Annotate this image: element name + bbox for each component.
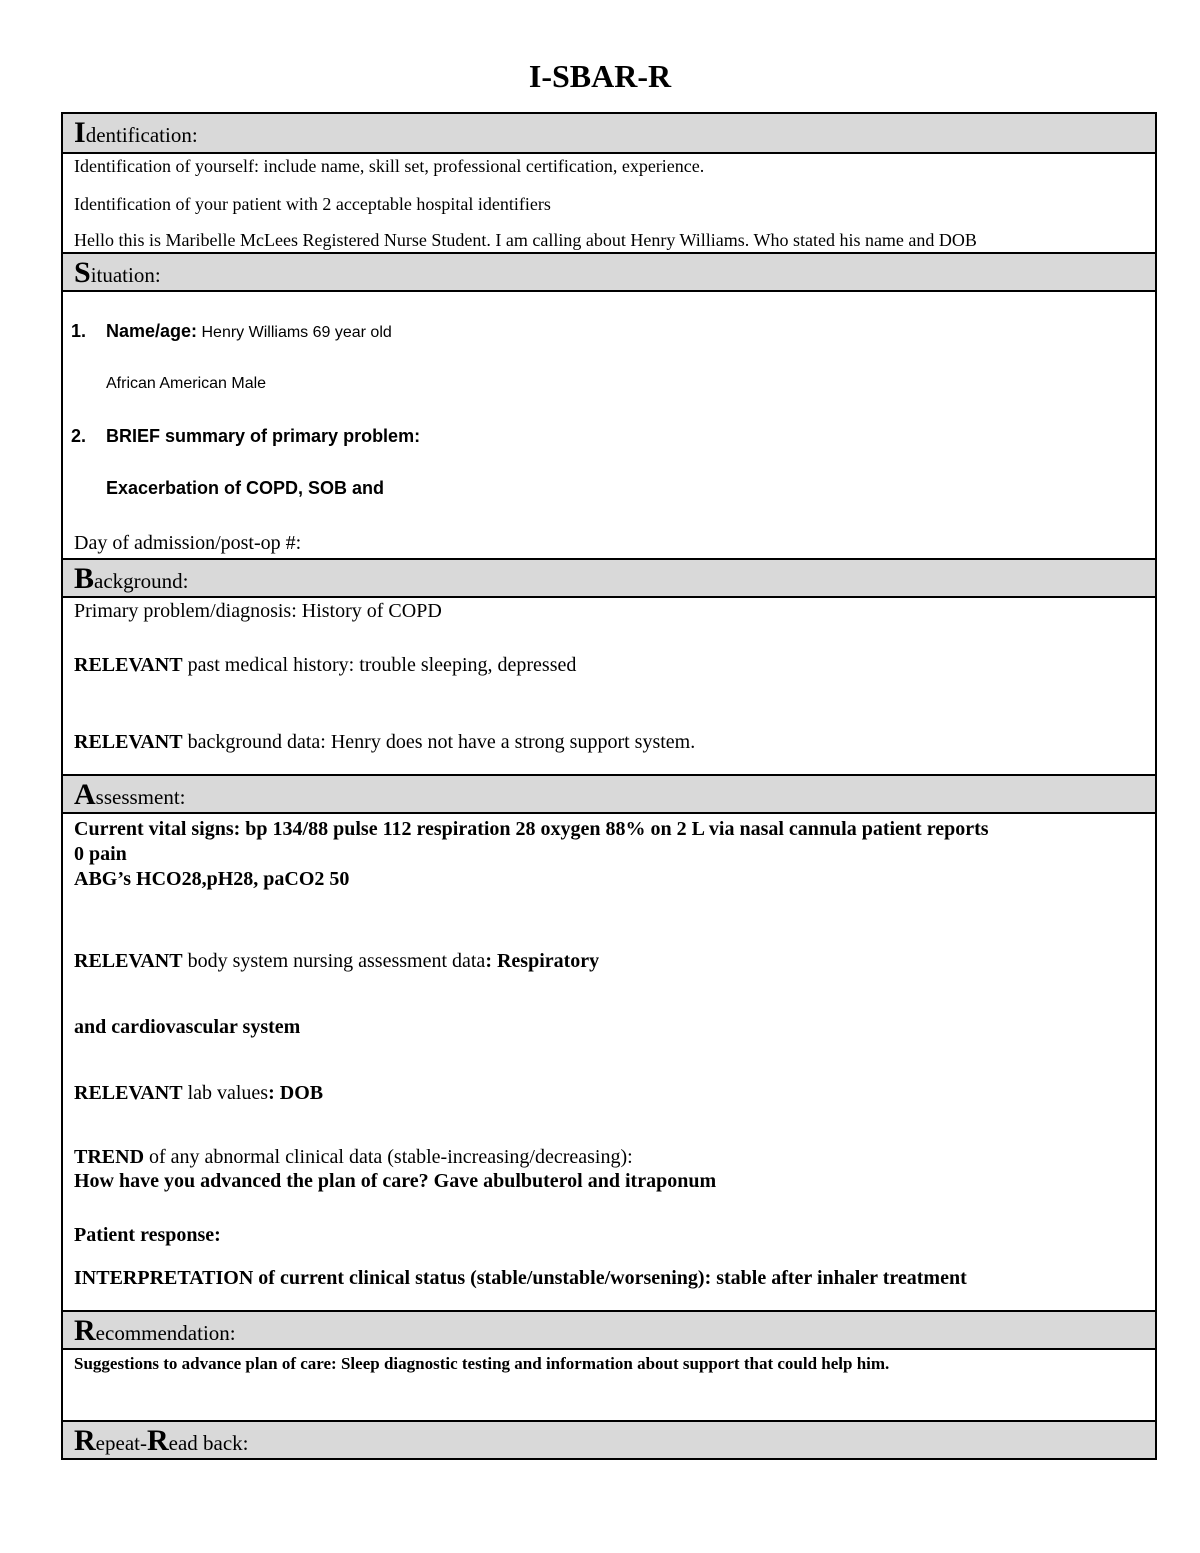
situation-item-2-number: 2. — [71, 426, 87, 446]
repeat-heading: epeat- — [95, 1431, 147, 1455]
identification-patient-prompt: Identification of your patient with 2 acceptable hospital identifiers — [74, 194, 551, 214]
body-system-value: : Respiratory — [485, 950, 600, 972]
trend-text: of any abnormal clinical data (stable-increasing/decreasing): — [144, 1146, 633, 1168]
primary-diagnosis: Primary problem/diagnosis: History of COPD — [74, 600, 442, 622]
trend-prompt — [74, 1146, 633, 1169]
situation-header — [63, 252, 1155, 290]
background-header — [63, 558, 1155, 596]
lab-values-label-bold: RELEVANT — [74, 1082, 183, 1104]
recommendation-header — [63, 1310, 1155, 1348]
name-age-label: Name/age: — [106, 321, 198, 341]
identification-header — [63, 114, 1155, 152]
identification-heading: dentification: — [85, 123, 198, 147]
day-of-admission: Day of admission/post-op #: — [74, 532, 302, 554]
body-system-label: body system nursing assessment data — [182, 950, 486, 972]
brief-summary-label: BRIEF summary of primary problem: — [106, 426, 421, 446]
repeat-read-back-header — [63, 1420, 1155, 1458]
assessment-header — [63, 774, 1155, 812]
repeat-initial: R — [74, 1424, 96, 1457]
situation-item-1-number: 1. — [71, 321, 87, 341]
pmh-text: past medical history: trouble sleeping, depressed — [182, 654, 577, 676]
situation-ethnicity: African American Male — [106, 375, 267, 392]
situation-section — [63, 290, 1155, 558]
background-section — [63, 596, 1155, 774]
body-system-label-bold: RELEVANT — [74, 950, 183, 972]
lab-values-value: : DOB — [268, 1082, 324, 1104]
pmh-label-bold: RELEVANT — [74, 654, 183, 676]
vital-signs-pain: 0 pain — [74, 843, 127, 865]
situation-heading: ituation: — [90, 263, 161, 287]
read-initial: R — [146, 1424, 169, 1457]
situation-initial: S — [74, 256, 91, 289]
assessment-heading: ssessment: — [95, 785, 186, 809]
name-age-value: Henry Williams 69 year old — [197, 324, 392, 341]
plan-of-care: How have you advanced the plan of care? Gave abulbuterol and itraponum — [74, 1170, 717, 1192]
background-heading: ackground: — [94, 569, 189, 593]
recommendation-section — [63, 1348, 1155, 1420]
assessment-section — [63, 812, 1155, 1310]
abg-values: ABG’s HCO28,pH28, paCO2 50 — [74, 868, 350, 890]
identification-statement: Hello this is Maribelle McLees Registered Nurse Student. I am calling about Henry Williams. Who stated his name and DOB — [74, 230, 977, 250]
background-data — [74, 731, 695, 754]
identification-section — [63, 152, 1155, 252]
trend-label-bold: TREND — [74, 1146, 145, 1168]
identification-initial: I — [74, 116, 86, 149]
past-medical-history — [74, 654, 576, 677]
recommendation-text: Suggestions to advance plan of care: Sleep diagnostic testing and information about support that could help him. — [74, 1354, 890, 1373]
vital-signs: Current vital signs: bp 134/88 pulse 112 respiration 28 oxygen 88% on 2 L via nasal cannula patient reports — [74, 818, 989, 840]
patient-response: Patient response: — [74, 1224, 221, 1246]
background-data-label-bold: RELEVANT — [74, 731, 183, 753]
body-system-assessment — [74, 950, 599, 973]
recommendation-heading: ecommendation: — [95, 1321, 236, 1345]
document-title: I-SBAR-R — [528, 58, 672, 94]
situation-name-age — [106, 321, 392, 342]
read-back-heading: ead back: — [168, 1431, 249, 1455]
assessment-initial: A — [74, 778, 96, 811]
identification-self-prompt: Identification of yourself: include name, skill set, professional certification, experience. — [74, 156, 705, 176]
background-data-text: background data: Henry does not have a strong support system. — [182, 731, 696, 753]
recommendation-initial: R — [74, 1314, 96, 1347]
body-system-value-cont: and cardiovascular system — [74, 1016, 301, 1038]
lab-values — [74, 1082, 323, 1105]
lab-values-label: lab values — [182, 1082, 269, 1104]
clinical-interpretation: INTERPRETATION of current clinical status (stable/unstable/worsening): stable after inhaler treatment — [74, 1267, 967, 1289]
brief-summary-value: Exacerbation of COPD, SOB and — [106, 478, 385, 498]
isbar-form — [61, 112, 1157, 1460]
background-initial: B — [74, 562, 95, 595]
